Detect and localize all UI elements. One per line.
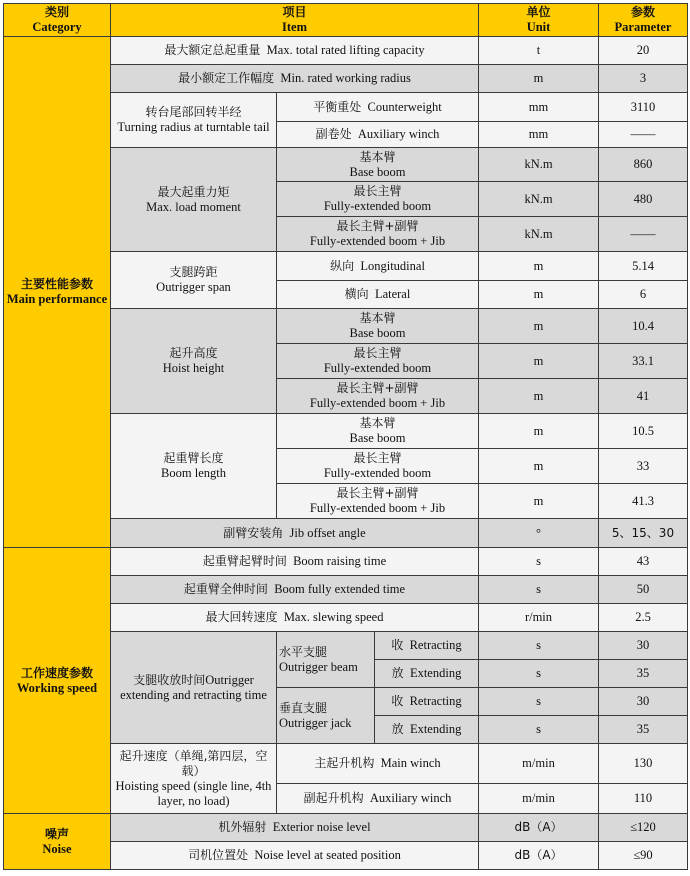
unit-cell: kN.m [479, 148, 599, 182]
value-cell: 30 [599, 632, 688, 660]
label: Outrigger span [156, 280, 231, 294]
value-cell: 43 [599, 548, 688, 576]
unit-cell: s [479, 716, 599, 744]
label: 水平支腿 [279, 644, 328, 659]
group-cell [111, 252, 277, 309]
label: Fully-extended boom [323, 199, 432, 213]
sub-item-cell [277, 93, 479, 122]
value-cell: —— [599, 122, 688, 148]
unit-cell: s [479, 660, 599, 688]
label: 起升高度 [169, 346, 218, 360]
label: 机外辐射 [218, 820, 267, 834]
group-cell [111, 148, 277, 252]
unit-cell: t [479, 37, 599, 65]
value-cell: 41 [599, 379, 688, 414]
label: 最小额定工作幅度 [178, 71, 275, 85]
sub-item-cell [375, 716, 479, 744]
label: Working speed [16, 680, 98, 695]
sub-item-cell [277, 281, 479, 309]
table-row [4, 548, 688, 576]
value-cell: 3110 [599, 93, 688, 122]
unit-cell: m [479, 344, 599, 379]
unit-cell: m [479, 309, 599, 344]
label: 噪声 [44, 826, 69, 841]
label: 最大回转速度 [205, 610, 278, 624]
label: Retracting [409, 694, 462, 708]
value-cell: 130 [599, 744, 688, 784]
label: 主要性能参数 [20, 277, 93, 291]
value-cell: 5、15、30 [599, 519, 688, 548]
item-cell [111, 842, 479, 870]
item-cell [111, 576, 479, 604]
value-cell: 480 [599, 182, 688, 217]
label: Max. load moment [146, 199, 241, 214]
table-row [4, 814, 688, 842]
label: Exterior noise level [272, 820, 371, 834]
label: Hoisting speed (single line, 4th layer, no load) [115, 778, 272, 808]
label: Boom fully extended time [274, 582, 406, 596]
label: Max. slewing speed [283, 610, 384, 624]
label: Retracting [409, 638, 462, 652]
label: Lateral [374, 287, 411, 301]
label: 基本臂 [359, 149, 396, 164]
label: 副臂安装角 [223, 525, 284, 540]
sub-item-cell [277, 122, 479, 148]
sub-item-cell [277, 379, 479, 414]
label: Outrigger jack [279, 715, 352, 730]
category-main [4, 37, 111, 548]
value-cell: 10.5 [599, 414, 688, 449]
label: Boom raising time [293, 554, 387, 568]
value-cell: ≤90 [599, 842, 688, 870]
value-cell: 20 [599, 37, 688, 65]
label: 司机位置处 [188, 848, 249, 862]
label: Category [32, 20, 82, 34]
value-cell: 35 [599, 660, 688, 688]
label: 最长主臂 [353, 451, 402, 465]
specification-table [3, 3, 688, 870]
label: 收 [391, 638, 404, 652]
label: Base boom [349, 326, 406, 340]
value-cell: 33 [599, 449, 688, 484]
item-cell [111, 604, 479, 632]
sub-item-cell [277, 148, 479, 182]
table-row [4, 37, 688, 65]
label: Outrigger beam [279, 659, 358, 674]
group-cell [111, 744, 277, 814]
unit-cell: m [479, 252, 599, 281]
value-cell: 50 [599, 576, 688, 604]
value-cell: 6 [599, 281, 688, 309]
category-working-speed [4, 548, 111, 814]
unit-cell: kN.m [479, 182, 599, 217]
label: 起重臂长度 [163, 451, 224, 465]
label: Hoist height [162, 361, 225, 375]
label: Extending [409, 722, 462, 736]
header-item [111, 4, 479, 37]
header-row [4, 4, 688, 37]
label: 纵向 [330, 258, 355, 273]
label: Item [282, 20, 307, 34]
label: 基本臂 [359, 416, 396, 430]
sub-item-cell [277, 252, 479, 281]
label: Fully-extended boom [323, 361, 432, 375]
header-parameter [599, 4, 688, 37]
label: 主起升机构 [314, 756, 375, 770]
label: 最长主臂+副臂 [336, 486, 419, 500]
sub-group-cell [277, 688, 375, 744]
value-cell: 41.3 [599, 484, 688, 519]
unit-cell: dB（A） [479, 842, 599, 870]
header-unit [479, 4, 599, 37]
group-cell [111, 414, 277, 519]
label: Main winch [380, 756, 441, 770]
label: Noise level at seated position [254, 848, 401, 862]
value-cell: 860 [599, 148, 688, 182]
label: Longitudinal [360, 258, 425, 273]
label: Auxiliary winch [369, 791, 452, 805]
item-cell [111, 37, 479, 65]
unit-cell: m [479, 379, 599, 414]
unit-cell: s [479, 548, 599, 576]
unit-cell: m [479, 65, 599, 93]
label: 基本臂 [359, 311, 396, 325]
unit-cell: s [479, 688, 599, 716]
sub-item-cell [277, 414, 479, 449]
unit-cell: s [479, 576, 599, 604]
group-cell [111, 93, 277, 148]
unit-cell: kN.m [479, 217, 599, 252]
label: 放 [391, 722, 404, 736]
unit-cell: m [479, 281, 599, 309]
label: 垂直支腿 [279, 700, 328, 715]
unit-cell: m [479, 484, 599, 519]
label: Noise [42, 841, 72, 856]
unit-cell: dB（A） [479, 814, 599, 842]
label: Max. total rated lifting capacity [266, 43, 425, 57]
label: Jib offset angle [289, 525, 366, 540]
label: Base boom [349, 431, 406, 445]
value-cell: 35 [599, 716, 688, 744]
unit-cell: m/min [479, 744, 599, 784]
label: Min. rated working radius [280, 71, 411, 85]
label: 收 [391, 694, 404, 708]
sub-item-cell [277, 784, 479, 814]
label: 工作速度参数 [20, 665, 93, 680]
label: 平衡重处 [313, 99, 362, 114]
sub-group-cell [277, 632, 375, 688]
unit-cell: mm [479, 93, 599, 122]
label: Base boom [349, 164, 406, 179]
category-noise [4, 814, 111, 870]
value-cell: 10.4 [599, 309, 688, 344]
label: 起重臂起臂时间 [202, 554, 287, 568]
item-cell [111, 519, 479, 548]
label: 支腿跨距 [169, 265, 218, 279]
unit-cell: m/min [479, 784, 599, 814]
label: 横向 [344, 287, 369, 301]
label: 最长主臂 [353, 184, 402, 198]
unit-cell: ° [479, 519, 599, 548]
label: Boom length [161, 466, 226, 480]
sub-item-cell [375, 688, 479, 716]
group-cell [111, 309, 277, 414]
unit-cell: m [479, 414, 599, 449]
label: Fully-extended boom + Jib [309, 501, 446, 515]
item-cell [111, 548, 479, 576]
label: 类别 [44, 5, 69, 19]
value-cell: ≤120 [599, 814, 688, 842]
label: 最长主臂 [353, 346, 402, 360]
label: Fully-extended boom [323, 466, 432, 480]
label: Extending [409, 666, 462, 680]
sub-item-cell [375, 632, 479, 660]
value-cell: 110 [599, 784, 688, 814]
value-cell: 33.1 [599, 344, 688, 379]
value-cell: 3 [599, 65, 688, 93]
label: 最长主臂+副臂 [336, 219, 419, 233]
label: 副卷处 [315, 127, 352, 141]
unit-cell: r/min [479, 604, 599, 632]
unit-cell: m [479, 449, 599, 484]
label: Fully-extended boom + Jib [309, 396, 446, 410]
label: 最大额定总起重量 [164, 43, 261, 57]
unit-cell: mm [479, 122, 599, 148]
item-cell [111, 814, 479, 842]
label: 放 [391, 666, 404, 680]
label: Main performance [6, 292, 108, 306]
unit-cell: s [479, 632, 599, 660]
label: 起升速度（单绳,第四层，空载） [119, 748, 268, 778]
label: Parameter [614, 20, 672, 34]
label: Auxiliary winch [357, 127, 440, 141]
sub-item-cell [277, 309, 479, 344]
value-cell: 30 [599, 688, 688, 716]
label: 最大起重力矩 [157, 184, 230, 199]
label: Unit [526, 20, 551, 34]
value-cell: —— [599, 217, 688, 252]
sub-item-cell [375, 660, 479, 688]
sub-item-cell [277, 484, 479, 519]
sub-item-cell [277, 344, 479, 379]
label: 起重臂全伸时间 [183, 582, 268, 596]
sub-item-cell [277, 744, 479, 784]
label: 参数 [630, 5, 655, 19]
label: 单位 [526, 5, 551, 19]
label: Turning radius at turntable tail [117, 120, 270, 134]
label: Outrigger extending and retracting time [120, 672, 267, 702]
sub-item-cell [277, 449, 479, 484]
label: 支腿收放时间 [133, 672, 206, 687]
sub-item-cell [277, 217, 479, 252]
label: 项目 [282, 5, 307, 19]
value-cell: 5.14 [599, 252, 688, 281]
sub-item-cell [277, 182, 479, 217]
label: 副起升机构 [303, 791, 364, 805]
group-cell [111, 632, 277, 744]
label: 最长主臂+副臂 [336, 381, 419, 395]
value-cell: 2.5 [599, 604, 688, 632]
label: 转台尾部回转半经 [145, 105, 242, 119]
label: Counterweight [367, 99, 442, 114]
header-category [4, 4, 111, 37]
label: Fully-extended boom + Jib [309, 234, 446, 248]
item-cell [111, 65, 479, 93]
